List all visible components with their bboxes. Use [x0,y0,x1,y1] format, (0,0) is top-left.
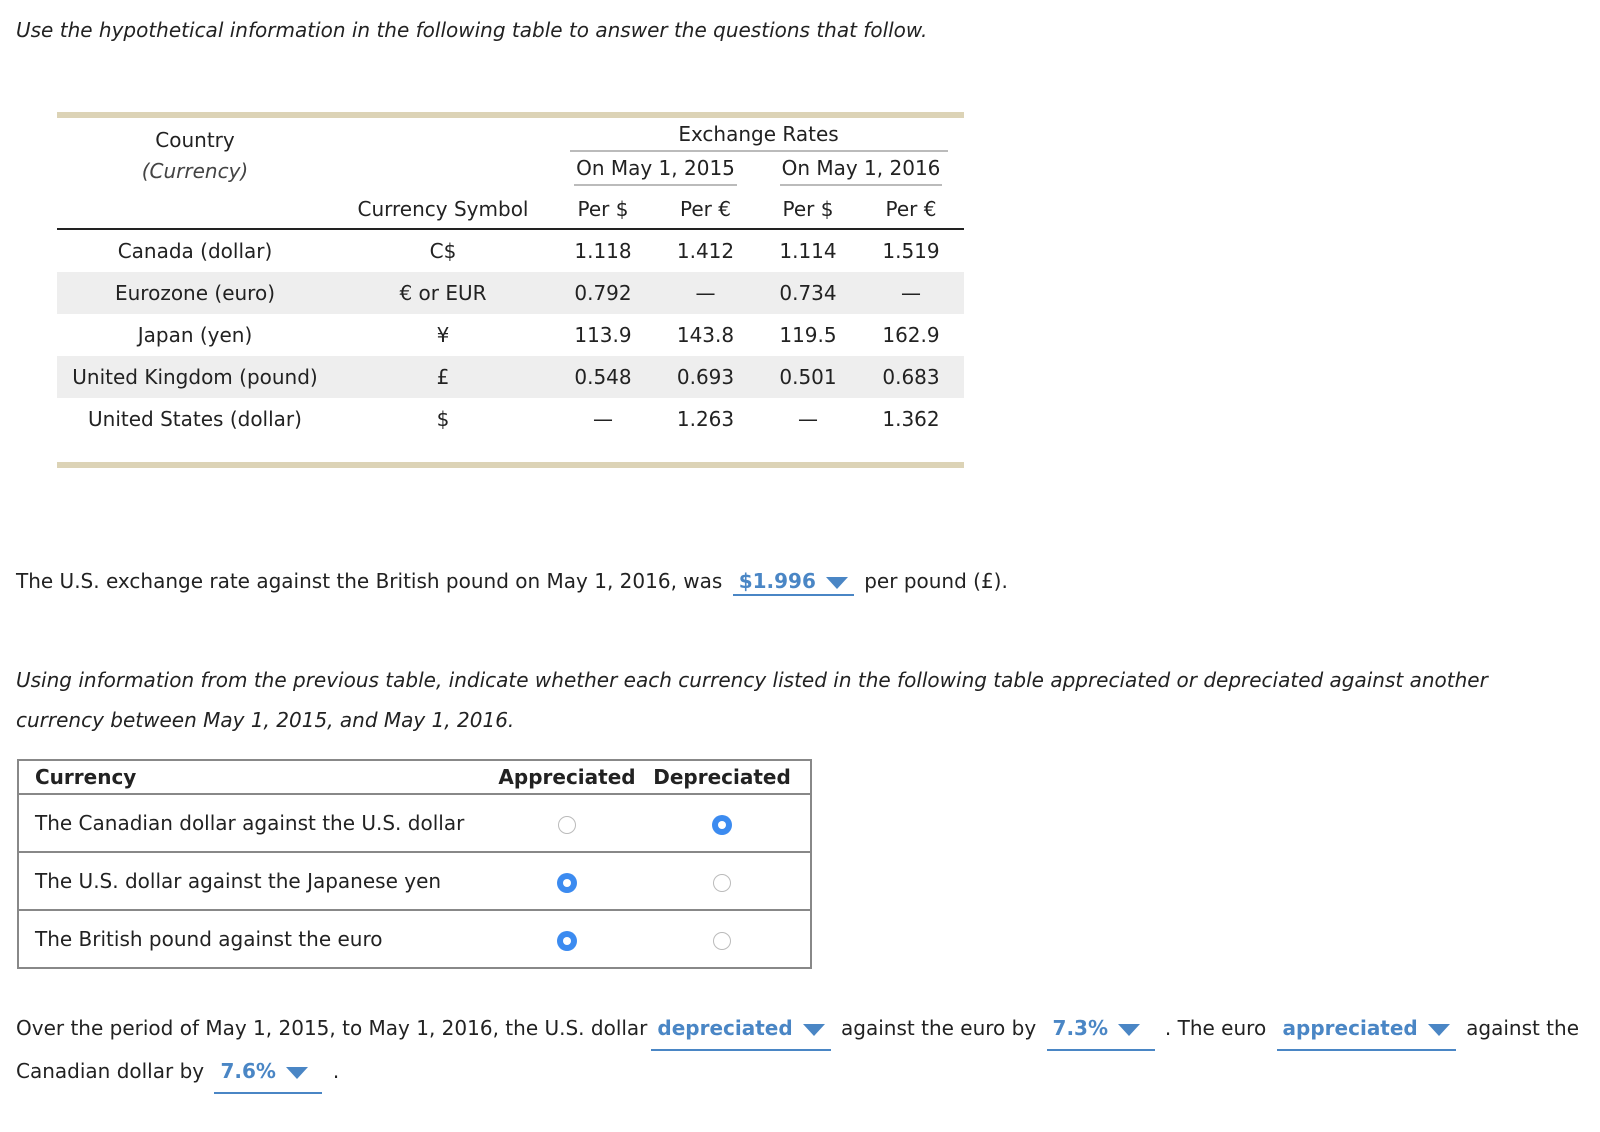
question-1: The U.S. exchange rate against the British pound on May 1, 2016, was $1.996 per pound (£). [16,569,1008,596]
instructions: Use the hypothetical information in the following table to answer the questions that follow. [16,18,928,42]
appreciation-table [17,759,812,969]
radio-usd-depreciated[interactable] [713,874,731,892]
chevron-down-icon [1428,1024,1450,1036]
question-2-prompt: Using information from the previous table, indicate whether each currency listed in the following table appreciated or depreciated against another currency between May 1, 2015, and May 1, 2016. [16,668,1488,732]
table-bottom-rule [57,462,964,468]
table-row: Eurozone (euro) € or EUR 0.792 — 0.734 — [57,272,964,314]
per-eur-2016-header: Per € [858,190,964,229]
currency-symbol-header: Currency Symbol [333,190,553,229]
table-row: The Canadian dollar against the U.S. dollar [19,793,810,851]
euro-percent-dropdown[interactable]: 7.6% [214,1051,322,1094]
per-usd-2016-header: Per $ [758,190,858,229]
per-eur-2015-header: Per € [653,190,758,229]
chevron-down-icon [1118,1024,1140,1036]
exchange-rates-header: Exchange Rates [553,118,964,152]
euro-direction-dropdown[interactable]: appreciated [1277,1008,1456,1051]
table-row: Canada (dollar) C$ 1.118 1.412 1.114 1.519 [117,239,940,263]
appreciation-table-header: Currency Appreciated Depreciated [35,765,791,789]
radio-cad-depreciated[interactable] [712,815,732,835]
table-row: The British pound against the euro [19,909,810,967]
table-row: The U.S. dollar against the Japanese yen [19,851,810,909]
radio-gbp-depreciated[interactable] [713,932,731,950]
question-3: Over the period of May 1, 2015, to May 1, 2016, the U.S. dollar depreciated against the euro by 7.3% . The euro appreciated against the Canadian dollar by 7.6% . [16,1008,1586,1094]
radio-usd-appreciated[interactable] [557,873,577,893]
usd-percent-dropdown[interactable]: 7.3% [1047,1008,1155,1051]
country-header: Country [155,128,235,152]
table-row: United States (dollar) $ — 1.263 — 1.362 [88,407,940,431]
table-row: United Kingdom (pound) £ 0.548 0.693 0.501 0.683 [57,356,964,398]
chevron-down-icon [803,1024,825,1036]
chevron-down-icon [286,1067,308,1079]
usd-direction-dropdown[interactable]: depreciated [651,1008,830,1051]
pound-rate-dropdown[interactable]: $1.996 [733,569,854,596]
currency-header: (Currency) [141,159,249,183]
date-2015-header: On May 1, 2015 [553,152,758,190]
per-usd-2015-header: Per $ [553,190,653,229]
radio-cad-appreciated[interactable] [558,816,576,834]
chevron-down-icon [826,577,848,589]
exchange-rate-table [57,112,964,468]
table-row: Japan (yen) ¥ 113.9 143.8 119.5 162.9 [137,323,940,347]
radio-gbp-appreciated[interactable] [557,931,577,951]
date-2016-header: On May 1, 2016 [758,152,964,190]
